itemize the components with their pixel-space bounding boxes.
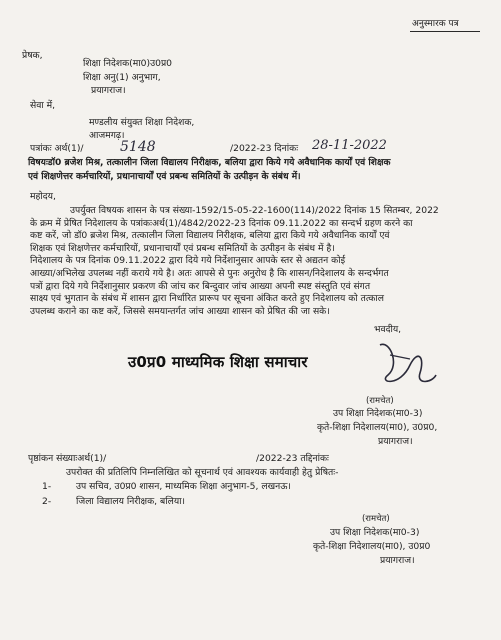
subject-line-2: एवं शिक्षणेत्तर कर्मचारियों, प्रधानाचार्यों एवं प्रबन्ध समितियों के उत्पीड़न के संबंध में।: [28, 172, 301, 182]
reminder-tag-underline: [410, 31, 480, 32]
copy-item-number: 2-: [42, 496, 52, 507]
body-line: पत्रों द्वारा दिये गये निर्देशानुसार प्रकरण की जांच कर बिन्दुवार जांच आख्या अपनी स्पष्ट संस्तुति एवं संगत: [30, 280, 371, 292]
sender-line-3: प्रयागराज।: [91, 85, 126, 96]
recipient-line-2: आजमगढ़।: [89, 130, 125, 141]
publisher-banner: उ0प्र0 माध्यमिक शिक्षा समाचार: [128, 353, 308, 371]
sender-line-1: शिक्षा निदेशक(मा0)उ0प्र0: [83, 58, 173, 69]
body-line: के क्रम में प्रेषित निदेशालय के पत्रांकःअर्थ(1)/4842/2022-23 दिनांक 09.11.2022 का सन्दर्भ ग्रहण करने का: [30, 217, 413, 229]
copy-item-text: उप सचिव, उ0प्र0 शासन, माध्यमिक शिक्षा अनुभाग-5, लखनऊ।: [76, 481, 291, 492]
handwritten-signature-icon: [370, 335, 440, 395]
sender-label: प्रेषक,: [22, 50, 43, 61]
signatory-2-designation: उप शिक्षा निदेशक(मा0-3): [330, 527, 420, 538]
letter-year: /2022-23 दिनांकः: [230, 143, 299, 154]
letter-date: 28-11-2022: [312, 138, 387, 153]
recipient-label: सेवा में,: [30, 100, 56, 111]
letter-number: 5148: [120, 139, 156, 155]
endorsement-intro: उपरोक्त की प्रतिलिपि निम्नलिखित को सूचनार्थ एवं आवश्यक कार्यवाही हेतु प्रेषितः-: [66, 467, 339, 478]
copy-item-number: 1-: [42, 481, 52, 492]
body-line: निदेशालय के पत्र दिनांक 09.11.2022 द्वारा दिये गये निर्देशानुसार आपके स्तर से अद्यतन कोई: [30, 255, 346, 267]
reminder-tag: अनुस्मारक पत्र: [412, 19, 459, 29]
body-line: साक्ष्य एवं भुगतान के संबंध में शासन द्वारा निर्धारित प्रारूप पर सूचना अंकित करते हुए निदेशालय को तत्काल: [30, 293, 384, 305]
endorsement-reference: पृष्ठांकन संख्याःअर्थ(1)/: [28, 453, 107, 464]
body-paragraph: [30, 205, 439, 318]
body-line: उपलब्ध कराने का कष्ट करें, जिससे समयान्तर्गत जांच आख्या शासन को प्रेषित की जा सके।: [30, 305, 330, 317]
signatory-1-office: कृते-शिक्षा निदेशालय(मा0), उ0प्र0,: [317, 422, 438, 433]
signatory-1-name: (रामचेत): [366, 396, 394, 406]
signatory-2-office: कृते-शिक्षा निदेशालय(मा0), उ0प्र0: [313, 541, 431, 552]
salutation: महोदय,: [30, 191, 56, 202]
closing: भवदीय,: [374, 324, 402, 335]
recipient-line-1: मण्डलीय संयुक्त शिक्षा निदेशक,: [89, 117, 195, 128]
endorsement-year: /2022-23 तद्दिनांकः: [256, 453, 329, 464]
signatory-1-designation: उप शिक्षा निदेशक(मा0-3): [333, 408, 423, 419]
body-line: आख्या/अभिलेख उपलब्ध नहीं कराये गये है। अतः आपसे से पुनः अनुरोध है कि शासन/निदेशालय के सन्दर्भगत: [30, 267, 389, 279]
copy-item-text: जिला विद्यालय निरीक्षक, बलिया।: [76, 496, 186, 507]
subject-line-1: विषयःडॉ0 ब्रजेश मिश्र, तत्कालीन जिला विद्यालय निरीक्षक, बलिया द्वारा किये गये अवैधानिक कार्यों एवं शिक्षक: [28, 158, 391, 168]
signatory-1-city: प्रयागराज।: [378, 436, 413, 447]
signatory-2-name: (रामचेत): [362, 514, 390, 524]
letter-reference: पत्रांकः अर्थ(1)/: [30, 143, 84, 154]
signatory-2-city: प्रयागराज।: [380, 555, 415, 566]
body-line: शिक्षक एवं शिक्षणेत्तर कर्मचारियों, प्रधानाचार्यों एवं प्रबन्ध समितियों के उत्पीड़न के संबंध में है।: [30, 242, 335, 254]
body-line: उपर्युक्त विषयक शासन के पत्र संख्या-1592/15-05-22-1600(114)/2022 दिनांक 15 सितम्बर, 2022: [70, 205, 439, 216]
sender-line-2: शिक्षा अनु(1) अनुभाग,: [83, 72, 161, 83]
body-line: कष्ट करें, जो डॉ0 ब्रजेश मिश्र, तत्कालीन जिला विद्यालय निरीक्षक, बलिया द्वारा किये गये अवैधानिक कार्यों एवं: [30, 230, 390, 242]
